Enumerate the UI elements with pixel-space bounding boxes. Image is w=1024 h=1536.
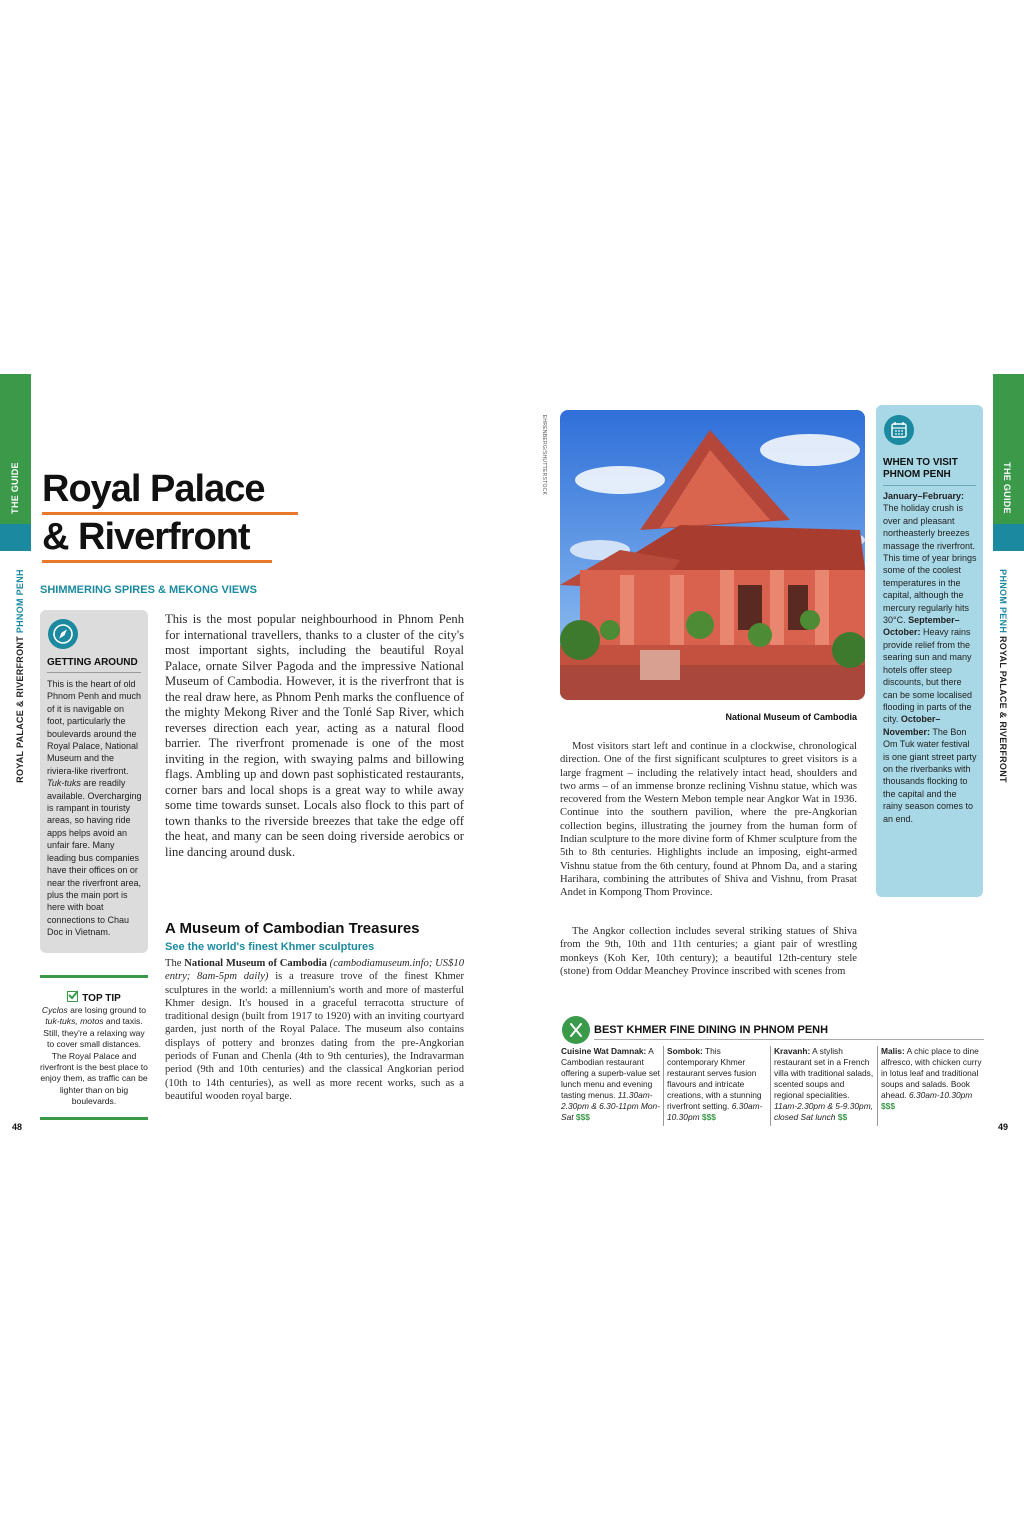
check-icon [67, 991, 78, 1002]
right-section-tab [993, 524, 1024, 551]
page-title-line2: & Riverfront [42, 516, 250, 558]
top-tip-rule-bottom [40, 1117, 148, 1120]
museum-continued-p1-text: Most visitors start left and continue in a clockwise, chronological direction. One of the first significant sculptures to greet visitors is a large fragment – including the relatively intact head, shoulders and two arms – of an immense bronze reclining Vishnu statue, which was recovered from the Western Mebon temple near Angkor Wat in 1936. Continue into the southern pavilion, where the pre-Angkorian collection begins, illustrating the journey from the human form of Indian sculpture to the more divine form of Khmer sculpture from the 5th to 8th centuries. Highlights include an imposing, eight-armed Vishnu statue from the 6th century, found at Phnom Da, and a staring Harihara, combining the attributes of Shiva and Vishnu, from Prasat Andet in Kompong Thom Province. [560, 741, 857, 899]
dining-item-4-name: Malis: [881, 1046, 905, 1056]
right-guide-tab-label: THE GUIDE [1002, 462, 1012, 514]
museum-subheading: See the world's finest Khmer sculptures [165, 941, 375, 953]
dining-col-separator-2 [770, 1046, 771, 1126]
dining-item-2-text: This contemporary Khmer restaurant serves fusion flavours and intricate creations, with a stunning riverfront setting. [667, 1046, 762, 1111]
when-to-visit-divider [883, 485, 976, 486]
season-2-title: September–October: [883, 615, 960, 638]
dining-item-3-price: $$ [837, 1112, 848, 1122]
museum-photo [560, 410, 865, 700]
top-tip-rule-top [40, 975, 148, 978]
top-tip-text-1: are losing ground to [67, 1005, 147, 1015]
top-tip-italic-1: Cyclos [41, 1005, 68, 1015]
season-3-title: October–November: [883, 714, 941, 737]
intro-paragraph: This is the most popular neighbourhood in Phnom Penh for international travellers, thanks to a cluster of the city's most important sights, including the beautiful Royal Palace, ornate Silver Pagoda and the impressive National Museum of Cambodia. However, it is the riverfront that is the real draw here, as Phnom Penh marks the confluence of the mighty Mekong River and the Tonlé Sap River, which reverses direction each year, acting as a natural flood barrier. The riverfront promenade is one of the most inviting in the region, with swaying palms and billowing flags. Ambling up and down past sophisticated restaurants, corner bars and local shops is a great way to while away some time towards sunset. Locals also flock to this part of town thanks to the riverside breezes that take the edge off the heat, and many can be seen doing riverside aerobics or line dancing around dusk. [165, 612, 464, 859]
museum-continued-p1 [560, 740, 857, 900]
left-guide-tab-label: THE GUIDE [10, 462, 20, 514]
dining-heading: BEST KHMER FINE DINING IN PHNOM PENH [594, 1024, 829, 1036]
dining-item-4-hours: 6.30am-10.30pm [908, 1090, 973, 1100]
compass-icon [48, 619, 78, 649]
when-to-visit-heading-2: PHNOM PENH [883, 469, 951, 480]
top-tip-header [40, 988, 148, 1006]
when-to-visit-heading [883, 457, 958, 481]
right-section-label-b: ROYAL PALACE & RIVERFRONT [998, 635, 1008, 783]
dining-item-4 [881, 1046, 984, 1112]
season-3-text: The Bon Om Tuk water festival is one giant street party on the riverbanks with thousands flocking to the capital and the rainy season comes to an end. [883, 726, 977, 824]
getting-around-text-2: are readily available. Overcharging is rampant in touristy areas, so having ride apps helps avoid an unfair fare. Many leading bus companies have their offices on or near the riverfront area, plus the main port is here with boat connections to Chau Doc in Vietnam. [47, 778, 142, 938]
dining-item-2-hours: 6.30am-10.30pm [667, 1101, 763, 1122]
museum-p-rest: is a treasure trove of the finest Khmer sculptures in the world: a millennium's worth and more of masterful Khmer design. It's housed in a graceful terracotta structure of traditional design (built from 1917 to 1920) with an inviting courtyard garden, just north of the Royal Palace. The museum also contains displays of pottery and bronzes dating from the pre-Angkorian periods of Funan and Chenla (4th to 9th centuries), the Indravarman period (9th and 10th centuries) and the classical Angkorian period (10th to 14th centuries), as well as more recent works, such as a beautiful wooden royal barge. [165, 971, 464, 1102]
when-to-visit-text [883, 490, 978, 825]
top-tip-text [40, 1005, 148, 1108]
dining-item-1-name: Cuisine Wat Damnak: [561, 1046, 647, 1056]
dining-item-1-price: $$$ [575, 1112, 590, 1122]
dining-item-1-hours: 11.30am-2.30pm & 6.30-11pm Mon-Sat [561, 1090, 660, 1122]
season-1-title: January–February: [883, 491, 965, 501]
photo-credit: EHRENBERG/SHUTTERSTOCK [541, 414, 547, 496]
left-section-tab [0, 524, 31, 551]
right-section-label [998, 569, 1008, 783]
title-underline-2 [42, 560, 272, 563]
getting-around-heading: GETTING AROUND [47, 657, 138, 668]
museum-p-italic: (cambodiamuseum.info; US$10 entry; 8am-5pm daily) [165, 958, 464, 983]
fork-knife-icon [562, 1016, 590, 1044]
museum-paragraph [165, 957, 464, 1103]
dining-item-3 [774, 1046, 874, 1123]
right-section-label-a: PHNOM PENH [998, 569, 1008, 634]
season-1-text: The holiday crush is over and pleasant northeasterly breezes massage the riverfront. This time of year brings some of the coolest temperatures in the capital, although the mercury regularly hits 30°C. [883, 503, 977, 626]
when-to-visit-heading-1: WHEN TO VISIT [883, 457, 958, 468]
museum-p-bold: National Museum of Cambodia [184, 958, 327, 969]
dining-item-4-text: A chic place to dine alfresco, with chicken curry in lotus leaf and traditional soups and salads. Book ahead. [881, 1046, 982, 1100]
dining-col-separator-3 [877, 1046, 878, 1126]
left-section-label-b: PHNOM PENH [15, 569, 25, 634]
dining-item-2-price: $$$ [701, 1112, 716, 1122]
museum-heading: A Museum of Cambodian Treasures [165, 920, 420, 937]
dining-item-3-name: Kravanh: [774, 1046, 811, 1056]
museum-continued-p2-text: The Angkor collection includes several striking statues of Shiva from the 9th, 10th and 11th centuries; a giant pair of wrestling monkeys (Koh Ker, 10th century); a beautiful 12th-century stele (stone) from Oddar Meanchey Province inscribed with scenes from [560, 926, 857, 977]
dining-item-1-text: A Cambodian restaurant offering a superb-value set lunch menu and evening tasting menus. [561, 1046, 661, 1100]
top-tip-heading: TOP TIP [82, 993, 121, 1004]
top-tip-text-2: and taxis. Still, they're a relaxing way to cover small distances. The Royal Palace and riverfront is the best place to enjoy them, as traffic can be lighter than on big boulevards. [40, 1016, 148, 1107]
page-number-left: 48 [12, 1122, 23, 1132]
dining-item-2 [667, 1046, 766, 1123]
when-to-visit-box [876, 405, 983, 897]
calendar-icon [884, 415, 914, 445]
season-2-text: Heavy rains provide relief from the searing sun and many hotels offer steep discounts, but there can be some localised flooding in parts of the city. [883, 627, 973, 725]
dining-item-3-text: A stylish restaurant set in a French villa with traditional salads, scented soups and regional specialities. [774, 1046, 874, 1100]
getting-around-divider [47, 672, 141, 673]
page-subtitle: SHIMMERING SPIRES & MEKONG VIEWS [40, 584, 257, 596]
museum-continued-p2 [560, 925, 857, 978]
left-section-label-a: ROYAL PALACE & RIVERFRONT [15, 635, 25, 783]
dining-item-1 [561, 1046, 660, 1123]
page-title-line1: Royal Palace [42, 468, 265, 510]
getting-around-italic: Tuk-tuks [47, 778, 81, 789]
left-section-label [15, 569, 25, 783]
getting-around-text-1: This is the heart of old Phnom Penh and much of it is navigable on foot, particularly the boulevards around the Royal Palace, National Museum and the riviera-like riverfront. [47, 679, 142, 776]
getting-around-text [47, 678, 143, 939]
photo-caption: National Museum of Cambodia [725, 712, 857, 722]
museum-p-start: The [165, 958, 185, 969]
dining-item-3-hours: 11am-2.30pm & 5-9.30pm, closed Sat lunch [774, 1101, 873, 1122]
getting-around-box [40, 610, 148, 953]
page-number-right: 49 [998, 1122, 1009, 1132]
dining-divider [594, 1039, 984, 1040]
dining-col-separator-1 [663, 1046, 664, 1126]
dining-item-2-name: Sombok: [667, 1046, 703, 1056]
top-tip-italic-2: tuk-tuks, motos [45, 1016, 104, 1027]
dining-item-4-price: $$$ [881, 1101, 895, 1111]
